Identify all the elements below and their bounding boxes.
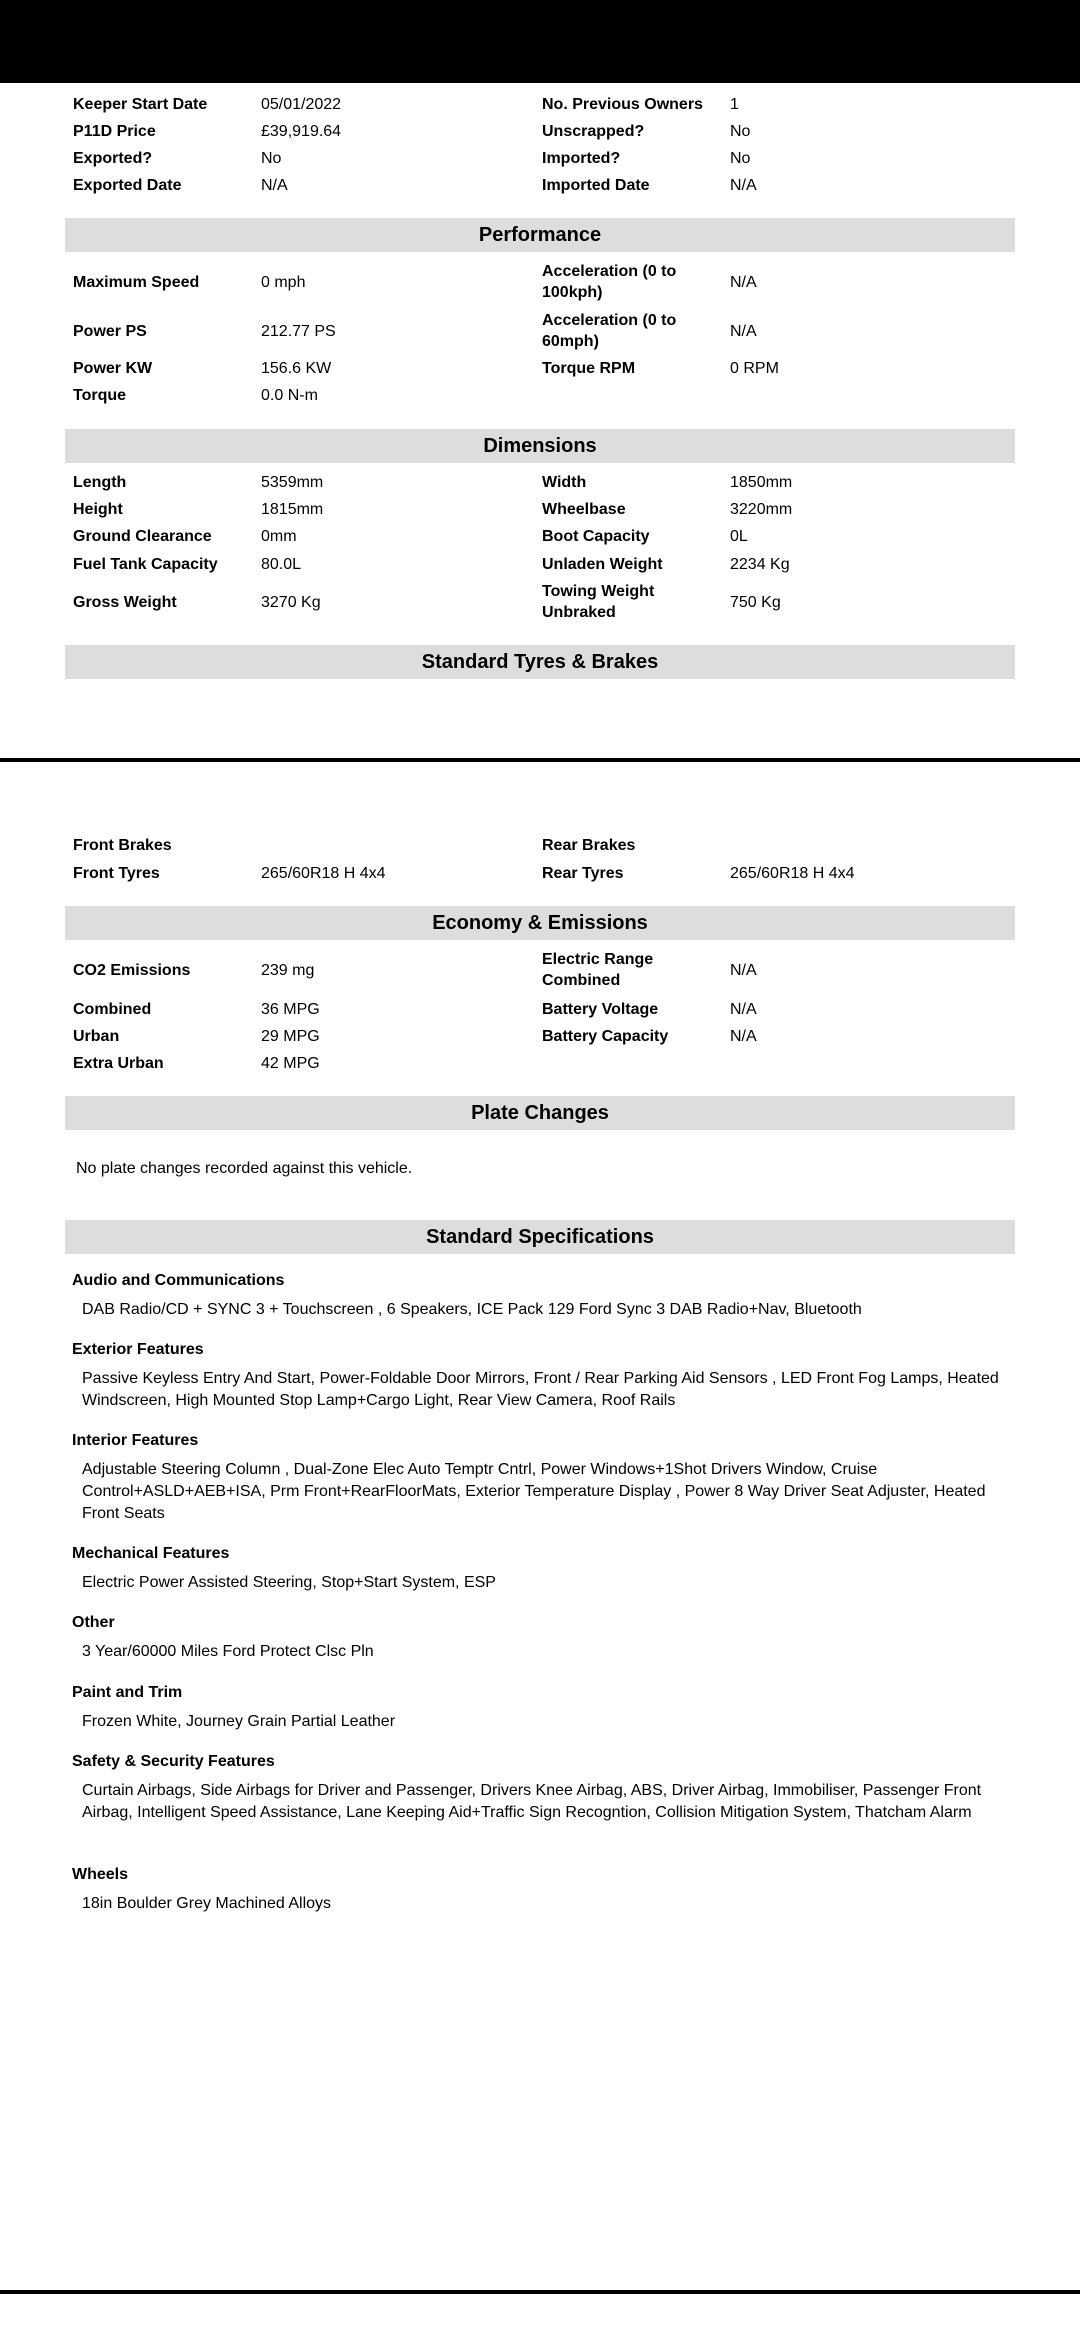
front-brakes-label: Front Brakes	[73, 837, 172, 854]
urban-value: 29 MPG	[261, 1028, 320, 1045]
wheelbase-label: Wheelbase	[542, 501, 626, 518]
spec-text-safety: Curtain Airbags, Side Airbags for Driver and Passenger, Drivers Knee Airbag, ABS, Driver Airbag, Immobiliser, Passenger Front Airbag, Intelligent Speed Assistance, Lane Keeping Aid+Traffic Sign Recogntion, Collision Mitigation System, Thatcham Alarm	[82, 1782, 982, 1821]
unladen-weight-label: Unladen Weight	[542, 556, 663, 573]
power-ps-label: Power PS	[73, 323, 147, 340]
width-value: 1850mm	[730, 474, 793, 491]
spec-category-audio: Audio and Communications	[72, 1272, 285, 1289]
imported-date-value: N/A	[730, 177, 757, 194]
spec-text-wheels: 18in Boulder Grey Machined Alloys	[82, 1895, 332, 1912]
fuel-tank-label: Fuel Tank Capacity	[73, 556, 218, 573]
p11d-price-label: P11D Price	[73, 123, 156, 140]
specifications-header: Standard Specifications	[65, 1220, 1015, 1254]
spec-category-exterior: Exterior Features	[72, 1341, 204, 1358]
ground-clearance-value: 0mm	[261, 528, 297, 545]
exported-date-label: Exported Date	[73, 177, 182, 194]
spec-category-wheels: Wheels	[72, 1866, 129, 1883]
power-ps-value: 212.77 PS	[261, 323, 336, 340]
rear-brakes-label: Rear Brakes	[542, 837, 636, 854]
imported-value: No	[730, 150, 751, 167]
plate-changes-header: Plate Changes	[65, 1096, 1015, 1130]
wheelbase-value: 3220mm	[730, 501, 793, 518]
extra-urban-value: 42 MPG	[261, 1055, 320, 1072]
exported-label: Exported?	[73, 150, 153, 167]
gross-weight-value: 3270 Kg	[261, 594, 321, 611]
spec-category-mechanical: Mechanical Features	[72, 1545, 230, 1562]
page-divider-bottom	[0, 2290, 1080, 2294]
spec-text-interior: Adjustable Steering Column , Dual-Zone Elec Auto Temptr Cntrl, Power Windows+1Shot Drivers Window, Cruise Control+ASLD+AEB+ISA, Prm Front+RearFloorMats, Exterior Temperature Display , Power 8 Way Driver Seat Adjuster, Heated Front Seats	[82, 1461, 986, 1522]
spec-text-other: 3 Year/60000 Miles Ford Protect Clsc Pln	[82, 1643, 374, 1660]
plate-changes-note: No plate changes recorded against this vehicle.	[76, 1160, 413, 1177]
imported-date-label: Imported Date	[542, 177, 650, 194]
torque-label: Torque	[73, 387, 127, 404]
exported-value: No	[261, 150, 282, 167]
max-speed-value: 0 mph	[261, 274, 306, 291]
acceleration-60mph-value: N/A	[730, 323, 757, 340]
keeper-start-date-label: Keeper Start Date	[73, 96, 208, 113]
battery-voltage-value: N/A	[730, 1001, 757, 1018]
previous-owners-label: No. Previous Owners	[542, 96, 703, 113]
exported-date-value: N/A	[261, 177, 288, 194]
front-tyres-label: Front Tyres	[73, 865, 160, 882]
economy-header: Economy & Emissions	[65, 906, 1015, 940]
combined-value: 36 MPG	[261, 1001, 320, 1018]
spec-category-safety: Safety & Security Features	[72, 1753, 275, 1770]
p11d-price-value: £39,919.64	[261, 123, 342, 140]
unladen-weight-value: 2234 Kg	[730, 556, 790, 573]
spec-text-audio: DAB Radio/CD + SYNC 3 + Touchscreen , 6 Speakers, ICE Pack 129 Ford Sync 3 DAB Radio+Nav, Bluetooth	[82, 1301, 862, 1318]
unscrapped-value: No	[730, 123, 751, 140]
power-kw-value: 156.6 KW	[261, 360, 332, 377]
max-speed-label: Maximum Speed	[73, 274, 200, 291]
spec-text-paint-trim: Frozen White, Journey Grain Partial Leather	[82, 1713, 396, 1730]
front-tyres-value: 265/60R18 H 4x4	[261, 865, 386, 882]
length-label: Length	[73, 474, 127, 491]
co2-value: 239 mg	[261, 962, 315, 979]
unscrapped-label: Unscrapped?	[542, 123, 645, 140]
keeper-start-date-value: 05/01/2022	[261, 96, 342, 113]
acceleration-60mph-label: Acceleration (0 to 60mph)	[542, 312, 677, 350]
rear-tyres-value: 265/60R18 H 4x4	[730, 865, 855, 882]
gross-weight-label: Gross Weight	[73, 594, 177, 611]
extra-urban-label: Extra Urban	[73, 1055, 164, 1072]
tyres-brakes-header: Standard Tyres & Brakes	[65, 645, 1015, 679]
battery-capacity-value: N/A	[730, 1028, 757, 1045]
torque-value: 0.0 N-m	[261, 387, 318, 404]
acceleration-100kph-label: Acceleration (0 to 100kph)	[542, 263, 677, 301]
page-divider	[0, 758, 1080, 762]
previous-owners-value: 1	[730, 96, 739, 113]
spec-category-interior: Interior Features	[72, 1432, 199, 1449]
combined-label: Combined	[73, 1001, 152, 1018]
towing-weight-value: 750 Kg	[730, 594, 781, 611]
co2-label: CO2 Emissions	[73, 962, 191, 979]
spec-text-exterior: Passive Keyless Entry And Start, Power-Foldable Door Mirrors, Front / Rear Parking Aid Sensors , LED Front Fog Lamps, Heated Windscreen, High Mounted Stop Lamp+Cargo Light, Rear View Camera, Roof Rails	[82, 1370, 999, 1409]
ground-clearance-label: Ground Clearance	[73, 528, 212, 545]
length-value: 5359mm	[261, 474, 324, 491]
performance-header: Performance	[65, 218, 1015, 252]
spec-category-other: Other	[72, 1614, 115, 1631]
imported-label: Imported?	[542, 150, 621, 167]
torque-rpm-value: 0 RPM	[730, 360, 779, 377]
rear-tyres-label: Rear Tyres	[542, 865, 624, 882]
height-value: 1815mm	[261, 501, 324, 518]
electric-range-label: Electric Range Combined	[542, 951, 654, 989]
height-label: Height	[73, 501, 123, 518]
power-kw-label: Power KW	[73, 360, 153, 377]
fuel-tank-value: 80.0L	[261, 556, 302, 573]
spec-text-mechanical: Electric Power Assisted Steering, Stop+Start System, ESP	[82, 1574, 496, 1591]
torque-rpm-label: Torque RPM	[542, 360, 636, 377]
battery-capacity-label: Battery Capacity	[542, 1028, 669, 1045]
electric-range-value: N/A	[730, 962, 757, 979]
boot-capacity-label: Boot Capacity	[542, 528, 650, 545]
top-black-bar	[0, 0, 1080, 83]
acceleration-100kph-value: N/A	[730, 274, 757, 291]
width-label: Width	[542, 474, 587, 491]
towing-weight-label: Towing Weight Unbraked	[542, 583, 655, 621]
dimensions-header: Dimensions	[65, 429, 1015, 463]
urban-label: Urban	[73, 1028, 120, 1045]
boot-capacity-value: 0L	[730, 528, 748, 545]
spec-category-paint-trim: Paint and Trim	[72, 1684, 183, 1701]
battery-voltage-label: Battery Voltage	[542, 1001, 659, 1018]
